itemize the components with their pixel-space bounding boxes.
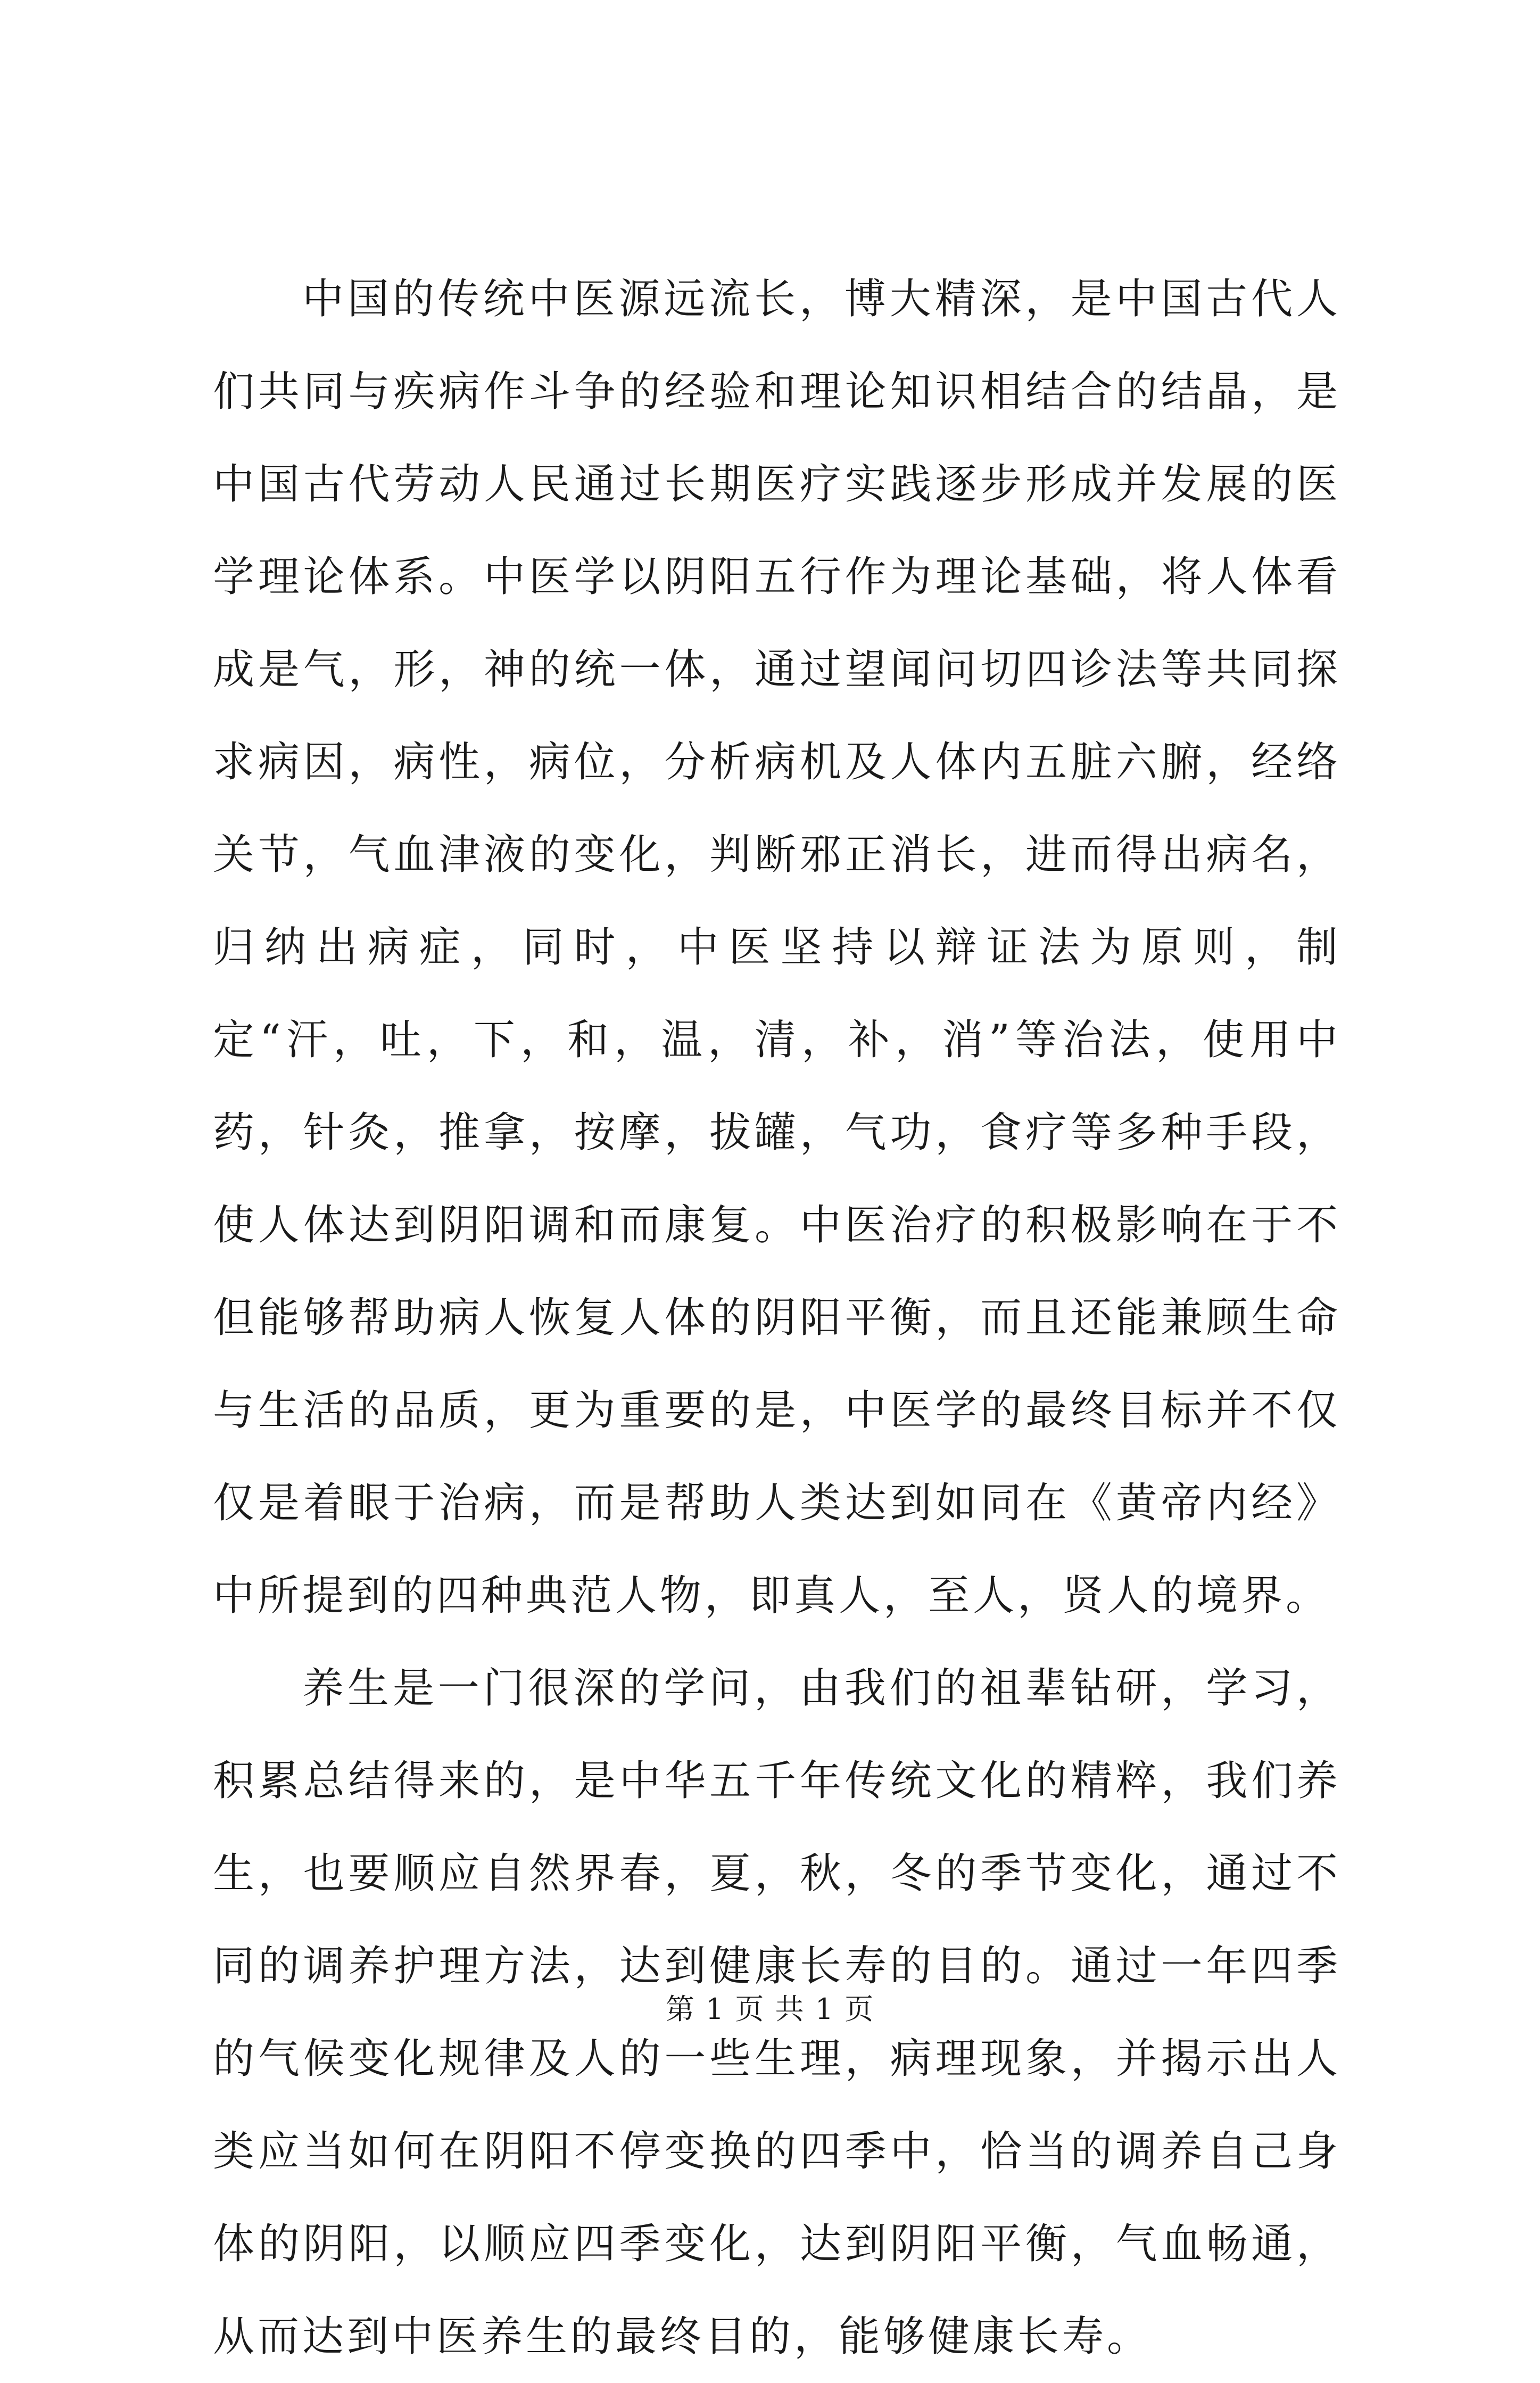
document-body: [213, 253, 1341, 2383]
paragraph-tcm-overview: 中国的传统中医源远流长，博大精深，是中国古代人们共同与疾病作斗争的经验和理论知识相结合的结晶，是中国古代劳动人民通过长期医疗实践逐步形成并发展的医学理论体系。中医学以阴阳五行作为理论基础，将人体看成是气，形，神的统一体，通过望闻问切四诊法等共同探求病因，病性，病位，分析病机及人体内五脏六腑，经络关节，气血津液的变化，判断邪正消长，进而得出病名，归纳出病症，同时，中医坚持以辩证法为原则，制定“汗，吐，下，和，温，清，补，消”等治法，使用中药，针灸，推拿，按摩，拔罐，气功，食疗等多种手段，使人体达到阴阳调和而康复。中医治疗的积极影响在于不但能够帮助病人恢复人体的阴阳平衡，而且还能兼顾生命与生活的品质，更为重要的是，中医学的最终目标并不仅仅是着眼于治病，而是帮助人类达到如同在《黄帝内经》中所提到的四种典范人物，即真人，至人，贤人的境界。: [213, 275, 1341, 1620]
paragraph-health-preservation: 养生是一门很深的学问，由我们的祖辈钻研，学习，积累总结得来的，是中华五千年传统文化的精粹，我们养生，也要顺应自然界春，夏，秋，冬的季节变化，通过不同的调养护理方法，达到健康长寿的目的。通过一年四季的气候变化规律及人的一些生理，病理现象，并揭示出人类应当如何在阴阳不停变换的四季中，恰当的调养自己身体的阴阳，以顺应四季变化，达到阴阳平衡，气血畅通，从而达到中医养生的最终目的，能够健康长寿。: [213, 1664, 1341, 2361]
page-number-footer: 第 1 页 共 1 页: [665, 1992, 875, 2026]
